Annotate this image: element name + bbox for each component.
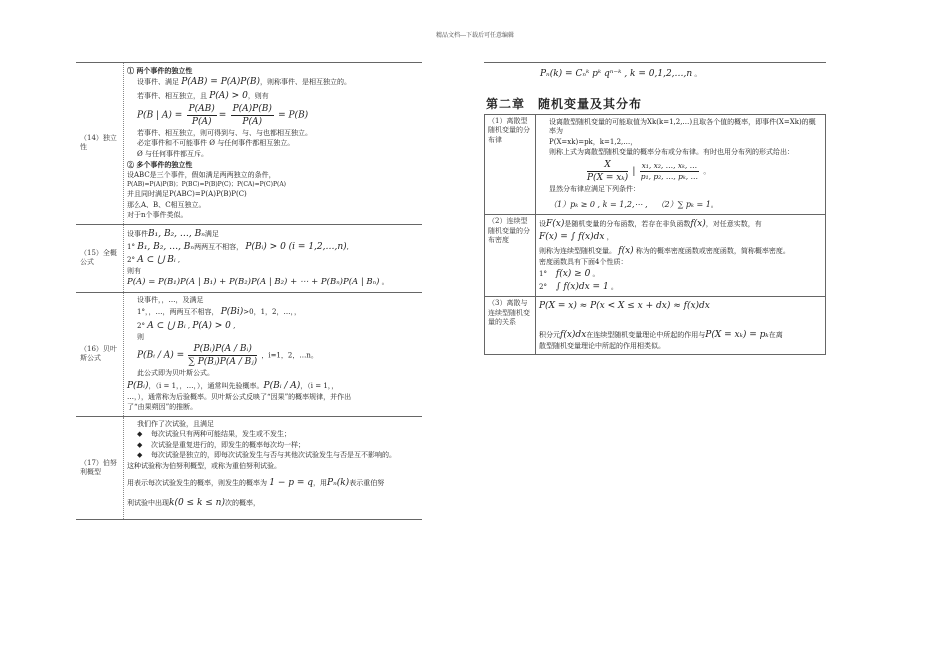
distribution-values [640,161,700,182]
diamond-bullet-icon: ◆ [137,430,143,439]
list-item: 每次试验只有两种可能结果，发生或不发生； [151,430,291,439]
row-label: （17）伯努利概型 [76,416,124,519]
text: 。 [710,201,718,210]
text: 次的概率， [224,499,260,508]
table-row [76,63,422,225]
text: 散型随机变量理论中所起的作用相类似。 [539,341,665,350]
table-row [485,215,826,297]
formula: f(x) [690,219,706,230]
row-content: 设离散型随机变量的可能取值为Xk(k=1,2,…)且取各个值的概率，即事件(X=Xk)的概率为 P(X=xk)=pk，k=1,2,…， 则称上式为离散型随机变量的概率分布或分布律。有时也用分布列的形式给出： $\frac{X}{\text{P(X = xₖ)}}$ | $\frac{\text{x₁, x₂, …, xₖ, …}}{\text{p₁, p₂, …, pₖ, …}}$ 。 显然分布律应满足下列条件： （1）pₖ ≥ 0 , k = 1,2,⋯ , （2）∑ pₖ = 1。 [536,115,826,215]
text: 则 [137,332,144,341]
row-content [124,416,423,519]
formula: f(x) ≥ 0 [555,269,591,280]
formula: = P(B) [278,110,309,121]
right-formula-table [484,114,826,355]
formula: F(x) [546,219,565,230]
row-label: （14）独立性 [76,63,124,225]
text: 了“由果朔因”的推断。 [127,403,198,412]
fraction [187,103,217,128]
text: 则有 [127,267,141,276]
text: 那么A、B、C相互独立。 [127,200,206,209]
row-content [536,297,826,355]
text: 利试验中出现 [127,499,169,508]
left-formula-table [76,62,422,520]
text: 2° [137,321,145,330]
text: 我们作了次试验，且满足 [137,419,214,428]
text: 此公式即为贝叶斯公式。 [137,369,214,378]
section-heading: ① 两个事件的独立性 [127,66,193,75]
row-content: 设事件，，…，及满足 1°，，…，两两互不相容， P(Bi)>0，1，2，…，， 2° A ⊂ ⋃ Bᵢ , P(A) > 0 , 则 P(Bᵢ / A) = $\frac{\text{P(Bᵢ)P(A / Bᵢ)}}{\text{∑ P(Bⱼ)P(A / Bⱼ)}}$ ，i=1，2，…n。 此公式即为贝叶斯公式。 P(Bᵢ)，（i = 1，，…，），通常叫先验概率。P(Bᵢ / A)，（i = 1，， …，），通常称为后验概率。贝叶斯公式反映了“因果”的概率规律，并作出 了“由果朔因”的推断。 [124,292,423,416]
numerator: P(A)P(B) [231,103,274,116]
text: 并且同时满足P(ABC)=P(A)P(B)P(C) [127,190,247,199]
text: 1° [127,242,135,251]
text: P(X=xk)=pk，k=1,2,…， [549,137,638,146]
text: 1°，，…，两两互不相容， [137,308,219,317]
formula: P(Bᵢ) [127,380,149,391]
list-item: 次试验是重复进行的，即发生的概率每次均一样； [151,440,305,449]
text: 。 [694,70,702,78]
table-row [485,297,826,355]
text: x₁, x₂, …, xₖ, … [640,161,700,172]
formula: P(AB) = P(A)P(B) [181,77,260,88]
chapter-title: 第二章 随机变量及其分布 [486,97,643,111]
binomial-formula [540,68,701,80]
formula: Pₙ(k) = Cₙᵏ pᵏ qⁿ⁻ᵏ , k = 0,1,2,…,n [540,69,693,79]
text: 用表示每次试验发生的概率，则发生的概率为 [127,479,267,487]
numerator: P(AB) [187,103,217,116]
list-item: 每次试验是独立的，即每次试验发生与否与其他次试验发生与否是互不影响的。 [151,451,396,460]
section-heading: ② 多个事件的独立性 [127,160,193,170]
row-label: （16）贝叶斯公式 [76,292,124,416]
formula: B₁, B₂, …, Bₙ [137,241,195,252]
formula: P(X = x) ≈ P(x < X ≤ x + dx) ≈ f(x)dx [539,301,710,312]
formula: A ⊂ ⋃ Bᵢ [137,254,176,265]
fraction [188,343,257,368]
text: 设事件 [127,229,148,238]
denominator: ∑ P(Bⱼ)P(A / Bⱼ) [188,357,258,368]
text: ，则有 [247,91,269,100]
text: 是随机变量的分布函数，若存在非负函数 [564,220,691,229]
text: ，（i = 1，， [300,381,339,390]
formula: （1）pₖ ≥ 0 , k = 1,2,⋯ , [549,200,648,210]
divider [484,62,826,63]
fraction [231,103,274,128]
row-label: （2）连续型随机变量的分布密度 [485,215,536,297]
row-label: （3）离散与连续型随机变量的关系 [485,297,536,355]
text: 称为的概率密度函数或密度函数，简称概率密度。 [635,246,790,255]
text: X [587,159,628,172]
formula: Pₙ(k) [327,478,350,488]
text: 在离 [768,330,783,339]
text: 则称为连续型随机变量。 [539,246,616,255]
text: 满足 [204,229,219,238]
formula: P(Bi) [220,307,244,318]
formula: ∫ f(x)dx = 1 [555,282,609,293]
text: 2° [127,255,135,264]
row-content: ① 两个事件的独立性 设事件、满足 P(AB) = P(A)P(B)，则称事件、是相互独立的。 若事件、相互独立，且 P(A) > 0，则有 P(B | A) = $\frac{P(AB)}{P(A)}$ = $\frac{P(A)P(B)}{P(A)}$ = P(B) 若事件、相互独立，则可得到与、与、与也都相互独立。 必定事件和不可能事件 Ø 与任何事件都相互独立。 Ø 与任何事件都互斥。 ② 多个事件的独立性 设ABC是三个事件，假如满足两两独立的条件， P(AB)=P(A)P(B)；P(BC)=P(B)P(C)；P(CA)=P(C)P(A) 并且同时满足P(ABC)=P(A)P(B)P(C) 那么A、B、C相互独立。 对于n个事件类似。 [124,63,423,225]
formula: P(A) = P(B₁)P(A | B₁) + P(B₂)P(A | B₂) + ⋯ + P(Bₙ)P(A | Bₙ) [127,277,380,288]
formula: P(A) > 0 [192,320,231,331]
text: 密度函数具有下面4个性质： [539,257,628,266]
distribution-table [587,159,628,184]
formula: F(x) = ∫ f(x)dx [539,232,605,243]
formula: f(x) [618,245,634,256]
text: 设事件、满足 [137,78,179,87]
text: 在连续型随机变量理论中所起的作用与 [586,330,706,339]
table-row [485,115,826,215]
text: P(X = xₖ) [587,172,629,183]
text: 积分元 [539,330,560,339]
text: 对于n个事件类似。 [127,211,188,220]
page-header: 精品文档---下载后可任意编辑 [435,32,515,39]
text: 若事件、相互独立，且 [137,91,207,100]
text: Ø 与任何事件都互斥。 [137,149,208,158]
formula: P(A) > 0 [209,90,248,101]
text: ，i=1，2，…n。 [261,351,318,360]
table-row [76,224,422,292]
text: ，则称事件、是相互独立的。 [259,78,351,87]
text: 设事件，，…，及满足 [137,295,204,304]
denominator: P(A) [191,116,212,127]
row-content: 设事件B₁, B₂, …, Bₙ满足 1° B₁, B₂, …, Bₙ两两互不相容， P(Bᵢ) > 0 (i = 1,2,…,n), 2° A ⊂ ⋃ Bᵢ , 则有 P(A) = P(B₁)P(A | B₁) + P(B₂)P(A | B₂) + ⋯ + P(Bₙ)P(A | Bₙ) 。 [124,224,423,292]
text: ，对任意实数，有 [705,220,762,229]
formula: B₁, B₂, …, Bₙ [148,228,205,239]
text: 2° [539,283,547,292]
text: 设离散型随机变量的可能取值为Xk(k=1,2,…)且取各个值的概率，即事件(X=Xk)的概率为 [549,118,816,136]
formula: A ⊂ ⋃ Bᵢ [147,320,186,331]
row-content: 设F(x)是随机变量的分布函数，若存在非负函数f(x)，对任意实数，有 F(x) = ∫ f(x)dx ， 则称为连续型随机变量。 f(x) 称为的概率密度函数或密度函数，简称概率密度。 密度函数具有下面4个性质： 1° f(x) ≥ 0 。 2° ∫ f(x)dx = 1 。 [536,215,826,297]
denominator: P(A) [242,116,262,127]
text: 表示重伯努 [349,479,385,487]
text: p₁, p₂, …, pₖ, … [640,171,698,181]
formula: P(X = xₖ) = pₖ [705,329,769,340]
formula: P(Bᵢ) > 0 (i = 1,2,…,n) [245,241,347,252]
row-label: （1）离散型随机变量的分布律 [485,115,536,215]
text: 设 [539,220,546,229]
text: 必定事件和不可能事件 Ø 与任何事件都相互独立。 [137,139,295,148]
diamond-bullet-icon: ◆ [137,451,143,460]
formula: P(Bᵢ / A) [263,380,301,391]
row-label: （15）全概公式 [76,224,124,292]
text: 设ABC是三个事件，假如满足两两独立的条件， [127,170,276,179]
text: ，（i = 1，，…，），通常叫先验概率。 [148,381,264,390]
text: 显然分布律应满足下列条件： [549,185,640,194]
text: 两两互不相容， [194,242,244,251]
formula: f(x)dx [560,329,587,340]
table-row [76,416,422,519]
formula: P(Bᵢ / A) = [137,350,185,361]
text: P(AB)=P(A)P(B)；P(BC)=P(B)P(C)；P(CA)=P(C)P(A) [127,181,286,189]
text: …，），通常称为后验概率。贝叶斯公式反映了“因果”的概率规律，并作出 [127,392,352,401]
formula: P(B | A) = [137,110,183,121]
formula: 1 − p = q [269,478,314,488]
text: 这种试验称为伯努利概型，或称为重伯努利试验。 [127,461,281,470]
text: 则称上式为离散型随机变量的概率分布或分布律。有时也用分布列的形式给出： [549,148,794,157]
diamond-bullet-icon: ◆ [137,440,143,449]
numerator: P(Bᵢ)P(A / Bᵢ) [188,343,257,356]
table-row [76,292,422,416]
text: 1° [539,270,547,279]
formula: （2）∑ pₖ = 1 [656,200,711,210]
formula: k(0 ≤ k ≤ n) [169,498,225,509]
text: 若事件、相互独立，则可得到与、与、与也都相互独立。 [137,129,312,137]
text: >0，1，2，…，， [243,308,302,317]
text: ，用 [313,479,328,487]
